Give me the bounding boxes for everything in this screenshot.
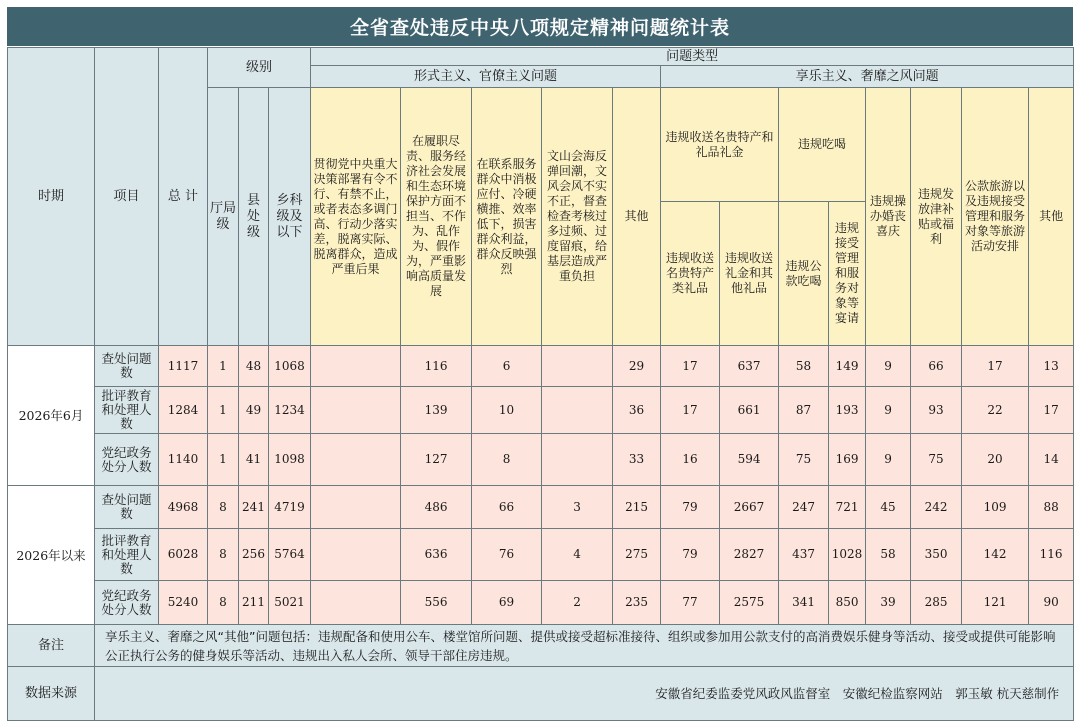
cell-xiang: 1068 xyxy=(269,346,311,387)
cell-f5: 29 xyxy=(613,346,661,387)
header-gift-money: 违规收送礼金和其他礼品 xyxy=(720,202,779,346)
header-group-formalism: 形式主义、官僚主义问题 xyxy=(311,66,661,88)
cell-f5: 215 xyxy=(613,486,661,529)
row-item: 党纪政务处分人数 xyxy=(95,581,159,625)
notes-text: 享乐主义、奢靡之风“其他”问题包括：违规配备和使用公车、楼堂馆所问题、提供或接受超标准接待、组织或参加用公款支付的高消费娱乐健身等活动、接受或提供可能影响公正执行公务的健身娱乐等活动、违规出入私人会所、领导干部住房违规。 xyxy=(95,625,1074,667)
row-item: 党纪政务处分人数 xyxy=(95,434,159,486)
cell-h1: 79 xyxy=(661,529,720,581)
cell-h1: 77 xyxy=(661,581,720,625)
cell-h2: 661 xyxy=(720,387,779,434)
cell-total: 5240 xyxy=(159,581,208,625)
table-title: 全省查处违反中央八项规定精神问题统计表 xyxy=(7,7,1073,46)
header-dining-public: 违规公款吃喝 xyxy=(779,202,829,346)
header-formalism-3: 在联系服务群众中消极应付、冷硬横推、效率低下，损害群众利益，群众反映强烈 xyxy=(472,88,542,346)
cell-h1: 16 xyxy=(661,434,720,486)
cell-h1: 17 xyxy=(661,387,720,434)
header-level-ting: 厅局级 xyxy=(208,88,239,346)
cell-f3: 10 xyxy=(472,387,542,434)
period-label: 2026年6月 xyxy=(8,346,95,486)
header-formalism-1: 贯彻党中央重大决策部署有令不行、有禁不止，或者表态多调门高、行动少落实差，脱离实际、脱离群众，造成严重后果 xyxy=(311,88,401,346)
cell-f2: 116 xyxy=(401,346,472,387)
cell-h4: 193 xyxy=(829,387,866,434)
cell-f1 xyxy=(311,581,401,625)
cell-f4: 4 xyxy=(542,529,613,581)
cell-h7: 17 xyxy=(962,346,1029,387)
cell-h6: 75 xyxy=(911,434,962,486)
cell-h3: 87 xyxy=(779,387,829,434)
cell-h2: 2575 xyxy=(720,581,779,625)
cell-f2: 486 xyxy=(401,486,472,529)
header-period: 时期 xyxy=(8,48,95,346)
cell-h1: 79 xyxy=(661,486,720,529)
cell-f5: 36 xyxy=(613,387,661,434)
cell-f4 xyxy=(542,387,613,434)
cell-total: 1117 xyxy=(159,346,208,387)
cell-f2: 636 xyxy=(401,529,472,581)
cell-h2: 594 xyxy=(720,434,779,486)
header-hedonism-allowance: 违规发放津补贴或福利 xyxy=(911,88,962,346)
cell-h7: 109 xyxy=(962,486,1029,529)
cell-f3: 69 xyxy=(472,581,542,625)
cell-ting: 1 xyxy=(208,346,239,387)
cell-f4 xyxy=(542,346,613,387)
cell-h5: 9 xyxy=(866,346,911,387)
cell-f2: 556 xyxy=(401,581,472,625)
cell-xian: 41 xyxy=(239,434,269,486)
header-gift-specialty: 违规收送名贵特产类礼品 xyxy=(661,202,720,346)
row-item: 查处问题数 xyxy=(95,346,159,387)
cell-h4: 149 xyxy=(829,346,866,387)
row-item: 批评教育和处理人数 xyxy=(95,387,159,434)
cell-xiang: 4719 xyxy=(269,486,311,529)
cell-f3: 8 xyxy=(472,434,542,486)
cell-xian: 49 xyxy=(239,387,269,434)
cell-h5: 9 xyxy=(866,387,911,434)
cell-h8: 116 xyxy=(1029,529,1074,581)
header-hedonism-travel: 公款旅游以及违规接受管理和服务对象等旅游活动安排 xyxy=(962,88,1029,346)
cell-h4: 850 xyxy=(829,581,866,625)
cell-xian: 256 xyxy=(239,529,269,581)
cell-h3: 75 xyxy=(779,434,829,486)
cell-h6: 350 xyxy=(911,529,962,581)
cell-h6: 66 xyxy=(911,346,962,387)
header-item: 项目 xyxy=(95,48,159,346)
cell-total: 4968 xyxy=(159,486,208,529)
cell-h6: 285 xyxy=(911,581,962,625)
cell-h1: 17 xyxy=(661,346,720,387)
cell-h7: 22 xyxy=(962,387,1029,434)
cell-f2: 139 xyxy=(401,387,472,434)
cell-ting: 1 xyxy=(208,434,239,486)
cell-h8: 90 xyxy=(1029,581,1074,625)
cell-f1 xyxy=(311,486,401,529)
cell-f3: 6 xyxy=(472,346,542,387)
cell-ting: 8 xyxy=(208,529,239,581)
header-formalism-other: 其他 xyxy=(613,88,661,346)
cell-f3: 76 xyxy=(472,529,542,581)
cell-h8: 17 xyxy=(1029,387,1074,434)
cell-f4: 3 xyxy=(542,486,613,529)
header-dining-banquet: 违规接受管理和服务对象等宴请 xyxy=(829,202,866,346)
source-label: 数据来源 xyxy=(8,667,95,721)
header-formalism-4: 文山会海反弹回潮，文风会风不实不正，督查检查考核过多过频、过度留痕，给基层造成严重负担 xyxy=(542,88,613,346)
cell-h3: 341 xyxy=(779,581,829,625)
period-label: 2026年以来 xyxy=(8,486,95,625)
cell-f1 xyxy=(311,434,401,486)
cell-xian: 241 xyxy=(239,486,269,529)
header-level: 级别 xyxy=(208,48,311,88)
header-problem-type: 问题类型 xyxy=(311,48,1074,66)
cell-total: 1140 xyxy=(159,434,208,486)
cell-ting: 1 xyxy=(208,387,239,434)
cell-h6: 93 xyxy=(911,387,962,434)
cell-h3: 58 xyxy=(779,346,829,387)
cell-f2: 127 xyxy=(401,434,472,486)
header-level-xiang: 乡科级及以下 xyxy=(269,88,311,346)
cell-h5: 58 xyxy=(866,529,911,581)
row-item: 批评教育和处理人数 xyxy=(95,529,159,581)
statistics-table xyxy=(7,47,1074,721)
cell-h2: 637 xyxy=(720,346,779,387)
header-gift-group: 违规收送名贵特产和礼品礼金 xyxy=(661,88,779,202)
cell-total: 1284 xyxy=(159,387,208,434)
cell-total: 6028 xyxy=(159,529,208,581)
cell-h8: 14 xyxy=(1029,434,1074,486)
cell-f4 xyxy=(542,434,613,486)
cell-f3: 66 xyxy=(472,486,542,529)
cell-xiang: 5764 xyxy=(269,529,311,581)
header-dining-group: 违规吃喝 xyxy=(779,88,866,202)
cell-xiang: 1234 xyxy=(269,387,311,434)
cell-h6: 242 xyxy=(911,486,962,529)
cell-h5: 45 xyxy=(866,486,911,529)
header-level-xian: 县处级 xyxy=(239,88,269,346)
cell-h7: 121 xyxy=(962,581,1029,625)
cell-h5: 39 xyxy=(866,581,911,625)
cell-ting: 8 xyxy=(208,581,239,625)
cell-h8: 13 xyxy=(1029,346,1074,387)
cell-h7: 142 xyxy=(962,529,1029,581)
cell-h8: 88 xyxy=(1029,486,1074,529)
cell-h5: 9 xyxy=(866,434,911,486)
header-group-hedonism: 享乐主义、奢靡之风问题 xyxy=(661,66,1074,88)
cell-h3: 247 xyxy=(779,486,829,529)
source-text: 安徽省纪委监委党风政风监督室 安徽纪检监察网站 郭玉敏 杭天慈制作 xyxy=(95,667,1074,721)
cell-h4: 1028 xyxy=(829,529,866,581)
cell-ting: 8 xyxy=(208,486,239,529)
cell-xiang: 1098 xyxy=(269,434,311,486)
cell-f4: 2 xyxy=(542,581,613,625)
cell-f5: 33 xyxy=(613,434,661,486)
header-formalism-2: 在履职尽责、服务经济社会发展和生态环境保护方面不担当、不作为、乱作为、假作为，严重影响高质量发展 xyxy=(401,88,472,346)
cell-f1 xyxy=(311,346,401,387)
cell-f1 xyxy=(311,387,401,434)
row-item: 查处问题数 xyxy=(95,486,159,529)
cell-h2: 2827 xyxy=(720,529,779,581)
cell-xian: 211 xyxy=(239,581,269,625)
cell-h4: 169 xyxy=(829,434,866,486)
header-total: 总 计 xyxy=(159,48,208,346)
cell-f5: 275 xyxy=(613,529,661,581)
cell-h2: 2667 xyxy=(720,486,779,529)
cell-h4: 721 xyxy=(829,486,866,529)
cell-h7: 20 xyxy=(962,434,1029,486)
header-hedonism-wedding: 违规操办婚丧喜庆 xyxy=(866,88,911,346)
cell-f1 xyxy=(311,529,401,581)
cell-f5: 235 xyxy=(613,581,661,625)
cell-h3: 437 xyxy=(779,529,829,581)
cell-xian: 48 xyxy=(239,346,269,387)
cell-xiang: 5021 xyxy=(269,581,311,625)
header-hedonism-other: 其他 xyxy=(1029,88,1074,346)
notes-label: 备注 xyxy=(8,625,95,667)
